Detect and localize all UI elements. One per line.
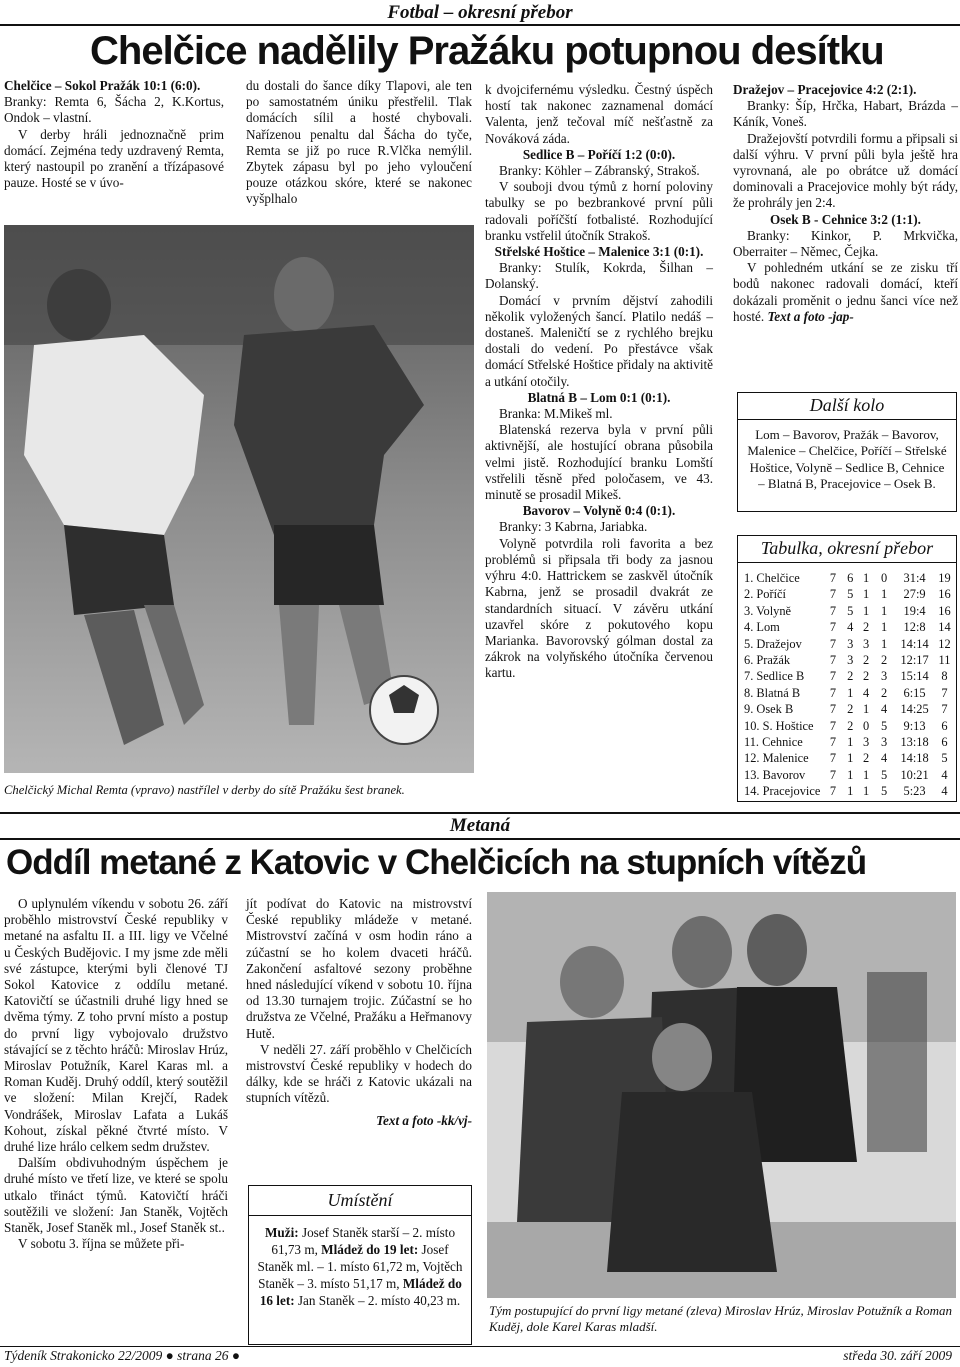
table-cell: 1: [862, 587, 870, 602]
match-scorers: Branky: Stulík, Kokrda, Šilhan – Dolanský.: [485, 260, 713, 292]
paragraph: V sobotu 3. října se můžete při-: [18, 1236, 185, 1252]
table-cell: 1: [847, 751, 854, 766]
article-column-4: [733, 82, 958, 325]
table-cell: 1: [880, 587, 888, 602]
paragraph: Dražejovští potvrdili formu a připsali si další výhru. V první půli byla ještě hra vyrovnaná, ale po obrátce už domácí dominovali a Pracejovice mohly být rády, že prohrály jen 2:4.: [733, 130, 958, 211]
table-row: [744, 636, 956, 652]
placement-label: Mládež do 16 let:: [259, 1276, 462, 1308]
table-cell: 2: [880, 685, 888, 700]
table-cell: 7: [829, 767, 837, 782]
table-cell: 1: [847, 784, 854, 799]
paragraph: Domácí v prvním dějství zahodili několik vyložených šancí. Platilo nedáš – dostaneš. Maleničtí se z rychlého brejku dostali do vedení. Po přestávce však domácí Střelské Hoštice přidaly na aktivitě a utkání otočily.: [485, 292, 713, 389]
article-column-2: [246, 78, 472, 208]
table-cell: 2: [847, 669, 854, 684]
match-result: Sedlice B – Poříčí 1:2 (0:0).: [522, 146, 676, 162]
table-cell: 27:9: [903, 587, 926, 602]
table-cell: 5: [847, 603, 854, 618]
article-column-1: [4, 78, 224, 191]
table-cell: 14:18: [900, 751, 929, 766]
match-result: Střelské Hoštice – Malenice 3:1 (0:1).: [494, 244, 704, 260]
table-cell: 7: [829, 587, 837, 602]
match-scorers: Branky: Šíp, Hrčka, Habart, Brázda – Káník, Voneš.: [733, 98, 958, 130]
table-cell: 3: [862, 735, 870, 750]
match-result: Blatná B – Lom 0:1 (0:1).: [527, 389, 671, 405]
table-cell: 14: [938, 620, 951, 635]
team-name: 7. Sedlice B: [744, 669, 805, 684]
table-row: [744, 685, 956, 701]
table-cell: 16: [938, 587, 951, 602]
match-scorers: Branka: M.Mikeš ml.: [499, 406, 613, 422]
table-cell: 7: [941, 702, 948, 717]
paragraph: V pohledném utkání se ze zisku tří bodů nakonec radovali domácí, kteří dokázali proměnit o jednu šanci více než hosté. Text a foto -jap-: [733, 260, 958, 324]
team-name: 13. Bavorov: [744, 767, 806, 782]
table-cell: 7: [829, 653, 837, 668]
table-cell: 4: [847, 620, 854, 635]
table-cell: 19: [938, 571, 951, 585]
table-cell: 11: [938, 653, 951, 668]
table-cell: 7: [829, 636, 837, 651]
team-name: 6. Pražák: [744, 653, 791, 668]
team-name: 8. Blatná B: [744, 685, 801, 700]
table-row: [744, 718, 956, 734]
article-column-1: [4, 896, 228, 1252]
table-row: [744, 767, 956, 783]
team-photo-image: [487, 892, 956, 1298]
table-cell: 6: [847, 571, 854, 585]
team-name: 9. Osek B: [744, 702, 794, 717]
table-cell: 1: [880, 636, 888, 651]
team-name: 4. Lom: [744, 620, 780, 635]
table-cell: 1: [862, 702, 870, 717]
footer-right: středa 30. září 2009: [843, 1348, 952, 1363]
table-cell: 2: [862, 751, 870, 766]
table-cell: 1: [862, 784, 870, 799]
table-cell: 7: [829, 620, 837, 635]
footer-left: Týdeník Strakonicko 22/2009 ● strana 26 ●: [4, 1348, 241, 1363]
table-row: [744, 668, 956, 684]
table-cell: 4: [880, 702, 888, 717]
article-title: Oddíl metané z Katovic v Chelčicích na stupních vítězů: [6, 843, 867, 882]
table-cell: 19:4: [903, 603, 926, 618]
team-name: 14. Pracejovice: [744, 784, 821, 799]
match-scorers: Branky: Remta 6, Šácha 2, K.Kortus, Ondok – vlastní.: [4, 94, 224, 126]
table-cell: 1: [862, 603, 870, 618]
match-result: Chelčice – Sokol Pražák 10:1 (6:0).: [4, 78, 201, 93]
table-cell: 5: [880, 718, 888, 733]
table-cell: 7: [829, 718, 837, 733]
table-cell: 5:23: [903, 784, 926, 799]
divider: [0, 812, 960, 814]
table-cell: 2: [862, 669, 870, 684]
table-cell: 3: [862, 636, 870, 651]
article-column-3: [485, 82, 713, 682]
paragraph: Volyně potvrdila roli favorita a bez problémů si připsala tři body za jasnou výhru 4:0. Hattrickem se zaskvěl útočník Kabrna, jenž se prosadil dvakrát ze standardních situací. V závěru utkání uzavřel skóre z pokutového kopu Marianka. Bavorovský gólman dostal za zákrok na volyňského útočníka červenou kartu.: [485, 535, 713, 681]
table-cell: 5: [880, 767, 888, 782]
table-cell: 3: [880, 735, 888, 750]
divider: [0, 1346, 960, 1347]
team-photo: [487, 892, 956, 1298]
standings-box: [737, 535, 957, 802]
author-credit: Text a foto -jap-: [767, 308, 854, 324]
table-cell: 4: [880, 751, 888, 766]
table-cell: 7: [941, 685, 948, 700]
match-result: Osek B - Cehnice 3:2 (1:1).: [770, 211, 921, 227]
table-cell: 1: [880, 620, 888, 635]
table-cell: 7: [829, 702, 837, 717]
placement-box: [248, 1185, 472, 1345]
table-row: [744, 603, 956, 619]
match-scorers: Branky: 3 Kabrna, Jariabka.: [499, 519, 648, 535]
table-cell: 2: [847, 702, 854, 717]
table-row: [744, 586, 956, 602]
table-cell: 1: [847, 735, 854, 750]
table-cell: 7: [829, 685, 837, 700]
table-cell: 7: [829, 669, 837, 684]
table-cell: 14:25: [900, 702, 929, 717]
team-photo-caption: Tým postupující do první ligy metané (zleva) Miroslav Hrúz, Miroslav Potužník a Roman Kuděj, dole Karel Karas mladší.: [489, 1303, 953, 1334]
table-cell: 5: [847, 587, 854, 602]
table-cell: 14:14: [900, 636, 929, 651]
table-row: [744, 734, 956, 750]
next-round-title: Další kolo: [738, 395, 956, 420]
team-name: 10. S. Hoštice: [744, 718, 814, 733]
table-cell: 1: [880, 603, 888, 618]
table-cell: 13:18: [900, 735, 929, 750]
divider: [0, 24, 960, 26]
football-photo-image: [4, 225, 474, 773]
table-cell: 7: [829, 751, 837, 766]
table-row: [744, 619, 956, 635]
placement-label: Mládež do 19 let:: [321, 1242, 419, 1257]
table-cell: 3: [847, 636, 854, 651]
table-cell: 0: [862, 718, 870, 733]
paragraph: V souboji dvou týmů z horní poloviny tabulky se po bezbrankové první půli radovali poříčští fotbalisté. Rozhodující branku vstřelil útočník Strakoš.: [485, 179, 713, 243]
table-cell: 3: [880, 669, 888, 684]
paragraph: V derby hráli jednoznačně prim domácí. Zejména tedy uzdravený Remta, který nastoupil po zranění a třízápasové pauze. Hosté se v úvo-: [4, 126, 224, 191]
paragraph: O uplynulém víkendu v sobotu 26. září proběhlo mistrovství České republiky v metané na asfaltu II. a III. ligy ve Včelné u Českých Budějovic. I my jsme zde měli své zástupce, kterými byli členové TJ Sokol Katovice z oddílu metané. Katovičtí se účastnili druhé ligy hned se dvěma týmy. Z toho první místo a postup do první ligy vybojovalo družstvo stávající se z těchto hráčů: Miroslav Hrúz, Miroslav Potužník, Karel Karas ml. a Roman Kuděj. Druhý oddíl, který soutěžil ve složení: Milan Krejčí, Radek Vondrášek, Miroslav Lafata a Lukáš Kohout, získal pěkné čtvrté místo. V druhé lize hrálo celkem sedm družstev.: [4, 896, 228, 1155]
team-name: 12. Malenice: [744, 751, 809, 766]
table-cell: 0: [880, 571, 888, 585]
table-cell: 6: [941, 718, 948, 733]
team-name: 2. Poříčí: [744, 587, 786, 602]
table-cell: 10:21: [900, 767, 929, 782]
table-cell: 1: [847, 767, 854, 782]
match-scorers: Branky: Köhler – Zábranský, Strakoš.: [499, 163, 700, 179]
table-cell: 15:14: [900, 669, 929, 684]
table-cell: 2: [880, 653, 888, 668]
table-row: [744, 783, 956, 799]
article-column-2: [246, 896, 472, 1129]
table-cell: 1: [847, 685, 854, 700]
section-label-metana: Metaná: [449, 815, 511, 836]
section-label-fotbal: Fotbal – okresní přebor: [387, 2, 573, 23]
standings-title: Tabulka, okresní přebor: [738, 538, 956, 563]
table-cell: 4: [862, 685, 870, 700]
team-name: 5. Dražejov: [744, 636, 802, 651]
table-row: [744, 652, 956, 668]
divider: [0, 838, 960, 840]
table-cell: 5: [941, 751, 948, 766]
paragraph: Dalším obdivuhodným úspěchem je druhé místo ve třetí lize, ve které se spolu utkalo třináct týmů. Katovičtí hráči soutěžili ve složení: Jan Staněk, Vojtěch Staněk, Josef Staněk ml., Josef Staněk st..: [4, 1155, 228, 1236]
placement-title: Umístění: [249, 1190, 471, 1216]
paragraph: V neděli 27. září proběhlo v Chelčicích mistrovství České republiky v hodech do dálky, kde se hráči z Katovic ukázali na stupních vítězů.: [246, 1041, 472, 1106]
football-photo: [4, 225, 474, 773]
next-round-text: Lom – Bavorov, Pražák – Bavorov, Malenice – Chelčice, Poříčí – Střelské Hoštice, Volyně – Sedlice B, Cehnice – Blatná B, Pracejovice – Osek B.: [747, 427, 947, 492]
paragraph: Blatenská rezerva byla v první půli aktivnější, ale hostující obrana působila velmi jistě. Rozhodující branku Lomští vstřelili těsně před poločasem, ve 43. minutě se prosadil Mikeš.: [485, 422, 713, 503]
table-row: [744, 570, 956, 586]
table-cell: 6:15: [903, 685, 926, 700]
table-cell: 5: [880, 784, 888, 799]
paragraph: du dostali do šance díky Tlapovi, ale ten po samostatném úniku přestřelil. Tlak domácích sílil a hosté chybovali. Nařízenou penaltu dal Šácha do tyče, Remta se již po ruce R.Vlčka nemýlil. Zbytek zápasu byl po jeho vyloučení pouze otázkou skóre, které se nakonec vyšplhalo: [246, 78, 472, 207]
table-cell: 6: [941, 735, 948, 750]
table-cell: 2: [862, 620, 870, 635]
table-row: [744, 701, 956, 717]
match-scorers: Branky: Kinkor, P. Mrkvička, Oberraiter – Němec, Čejka.: [733, 227, 958, 260]
table-cell: 8: [941, 669, 948, 684]
football-photo-caption: Chelčický Michal Remta (vpravo) nastřílel v derby do sítě Pražáku šest branek.: [4, 783, 405, 797]
team-name: 1. Chelčice: [744, 571, 800, 585]
table-cell: 9:13: [903, 718, 926, 733]
paragraph: jít podívat do Katovic na mistrovství České republiky mládeže v metané. Mistrovství začíná v osm hodin ráno a zúčastní se ho kolem dvaceti hráčů. Zakončení asfaltové sezony proběhne hned následující víkend v sobotu 10. října od 13.30 turnajem trojic. Zúčastní se ho družstva ze Včelné, Pražáku a Heřmanovy Hutě.: [246, 896, 472, 1041]
table-cell: 4: [941, 767, 948, 782]
table-cell: 16: [938, 603, 951, 618]
author-credit: Text a foto -kk/vj-: [376, 1112, 472, 1128]
placement-text: Muži: Josef Staněk starší – 2. místo 61,73 m, Mládež do 19 let: Josef Staněk ml. – 1. místo 61,72 m, Vojtěch Staněk – 3. místo 51,17 m, Mládež do 16 let: Jan Staněk – 2. místo 40,23 m.: [257, 1225, 463, 1308]
match-result: Dražejov – Pracejovice 4:2 (2:1).: [733, 82, 917, 97]
table-cell: 12:17: [900, 653, 929, 668]
table-row: [744, 750, 956, 766]
standings-table: [744, 570, 956, 800]
next-round-box: [737, 392, 957, 512]
table-cell: 7: [829, 571, 837, 585]
table-cell: 12: [938, 636, 951, 651]
table-cell: 7: [829, 784, 837, 799]
placement-label: Muži:: [264, 1225, 299, 1240]
table-cell: 1: [862, 767, 870, 782]
table-cell: 31:4: [903, 571, 926, 585]
table-cell: 4: [941, 784, 948, 799]
table-cell: 2: [847, 718, 854, 733]
table-cell: 12:8: [903, 620, 926, 635]
table-cell: 3: [847, 653, 854, 668]
page-title: Chelčice nadělily Pražáku potupnou desítku: [90, 29, 884, 73]
match-result: Bavorov – Volyně 0:4 (0:1).: [522, 503, 676, 519]
team-name: 3. Volyně: [744, 603, 792, 618]
table-cell: 2: [862, 653, 870, 668]
paragraph: k dvojcifernému výsledku. Čestný úspěch hostí tak nakonec zaznamenal domácí Valenta, jenž tečoval míč nešťastně za Nováková záda.: [485, 82, 713, 146]
team-name: 11. Cehnice: [744, 735, 803, 750]
table-cell: 1: [862, 571, 870, 585]
table-cell: 7: [829, 603, 837, 618]
table-cell: 7: [829, 735, 837, 750]
